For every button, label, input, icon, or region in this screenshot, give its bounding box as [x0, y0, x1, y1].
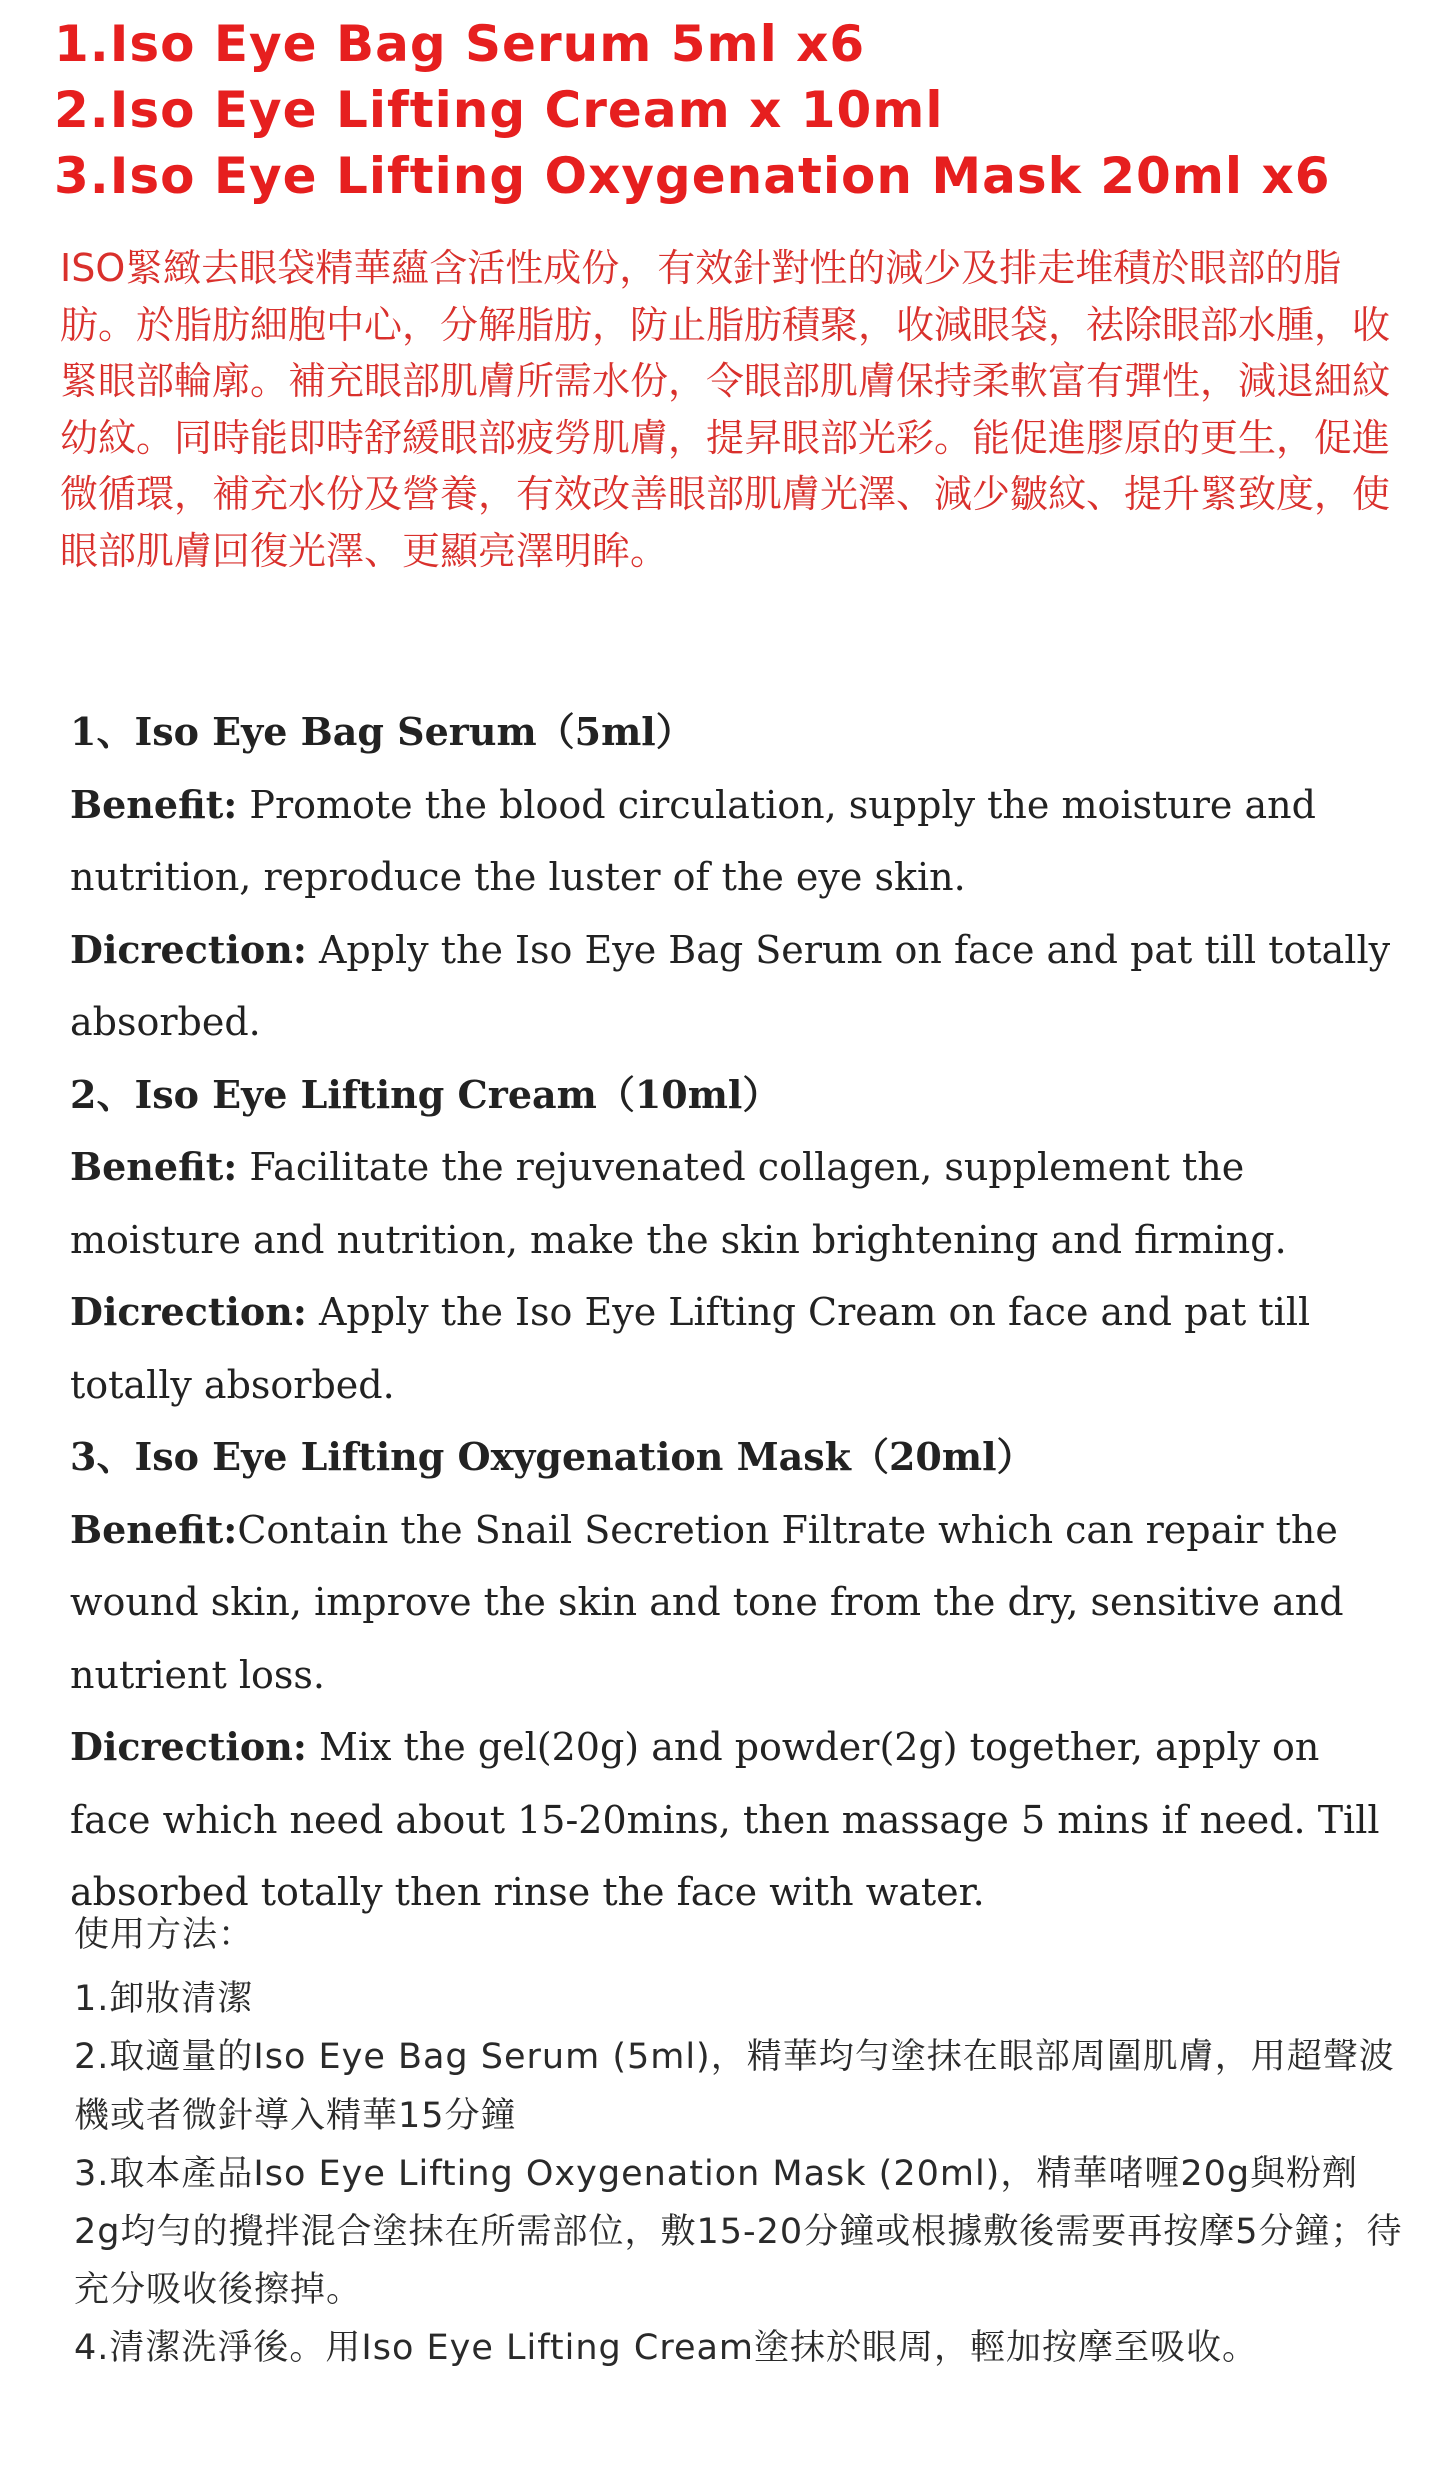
usage-step-1: 1.卸妝清潔: [74, 1979, 254, 2020]
usage-instructions: [74, 1906, 1404, 2378]
chinese-intro-paragraph: ISO緊緻去眼袋精華蘊含活性成份，有效針對性的減少及排走堆積於眼部的脂肪。於脂肪細胞中心，分解脂肪，防止脂肪積聚，收減眼袋，祛除眼部水腫，收緊眼部輪廓。補充眼部肌膚所需水份，令眼部肌膚保持柔軟富有彈性，減退細紋幼紋。同時能即時舒緩眼部疲勞肌膚，提昇眼部光彩。能促進膠原的更生，促進微循環，補充水份及營養，有效改善眼部肌膚光澤、減少皺紋、提升緊致度，使眼部肌膚回復光澤、更顯亮澤明眸。: [60, 246, 1391, 573]
product-direction-2: [70, 1276, 1400, 1421]
direction-label: Dicrection:: [70, 926, 307, 972]
direction-text: Mix the gel(20g) and powder(2g) together, apply on face which need about 15-20mins, then massage 5 mins if need. Till absorbed totally then rinse the face with water.: [70, 1725, 1380, 1914]
product-benefit-1: [70, 769, 1400, 914]
product-heading-1: 1、Iso Eye Bag Serum（5ml）: [70, 709, 694, 754]
benefit-text: Contain the Snail Secretion Filtrate which can repair the wound skin, improve the skin and tone from the dry, sensitive and nutrient loss.: [70, 1507, 1344, 1697]
english-product-details: [70, 696, 1400, 1929]
product-title-2: 2.Iso Eye Lifting Cream x 10ml: [54, 81, 944, 139]
benefit-label: Benefit:: [70, 1144, 238, 1189]
direction-label: Dicrection:: [70, 1289, 307, 1334]
product-heading-2: 2、Iso Eye Lifting Cream（10ml）: [70, 1071, 781, 1117]
benefit-label: Benefit:: [70, 1506, 238, 1552]
usage-step-3: 3.取本產品Iso Eye Lifting Oxygenation Mask (20ml)，精華啫喱20g與粉劑2g均勻的攪拌混合塗抹在所需部位，敷15-20分鐘或根據敷後需要再按摩5分鐘；待充分吸收後擦掉。: [74, 2153, 1403, 2311]
usage-heading: 使用方法：: [74, 1915, 255, 1955]
benefit-label: Benefit:: [70, 781, 238, 827]
benefit-text: Promote the blood circulation, supply the moisture and nutrition, reproduce the luster of the eye skin.: [70, 782, 1316, 899]
product-direction-3: [70, 1711, 1400, 1929]
product-heading-3: 3、Iso Eye Lifting Oxygenation Mask（20ml）: [70, 1434, 1035, 1479]
product-title-1: 1.Iso Eye Bag Serum 5ml x6: [54, 15, 866, 73]
product-benefit-3: [70, 1494, 1400, 1712]
usage-step-2: 2.取適量的Iso Eye Bag Serum (5ml)，精華均勻塗抹在眼部周圍肌膚，用超聲波機或者微針導入精華15分鐘: [74, 2037, 1395, 2136]
product-title-3: 3.Iso Eye Lifting Oxygenation Mask 20ml x6: [54, 147, 1331, 205]
direction-text: Apply the Iso Eye Lifting Cream on face and pat till totally absorbed.: [70, 1290, 1311, 1407]
direction-text: Apply the Iso Eye Bag Serum on face and pat till totally absorbed.: [70, 927, 1391, 1044]
product-benefit-2: [70, 1131, 1400, 1276]
product-direction-1: [70, 914, 1400, 1059]
direction-label: Dicrection:: [70, 1724, 307, 1769]
benefit-text: Facilitate the rejuvenated collagen, supplement the moisture and nutrition, make the skin brightening and firming.: [70, 1145, 1287, 1262]
usage-step-4: 4.清潔洗淨後。用Iso Eye Lifting Cream塗抹於眼周，輕加按摩至吸收。: [74, 2328, 1259, 2369]
